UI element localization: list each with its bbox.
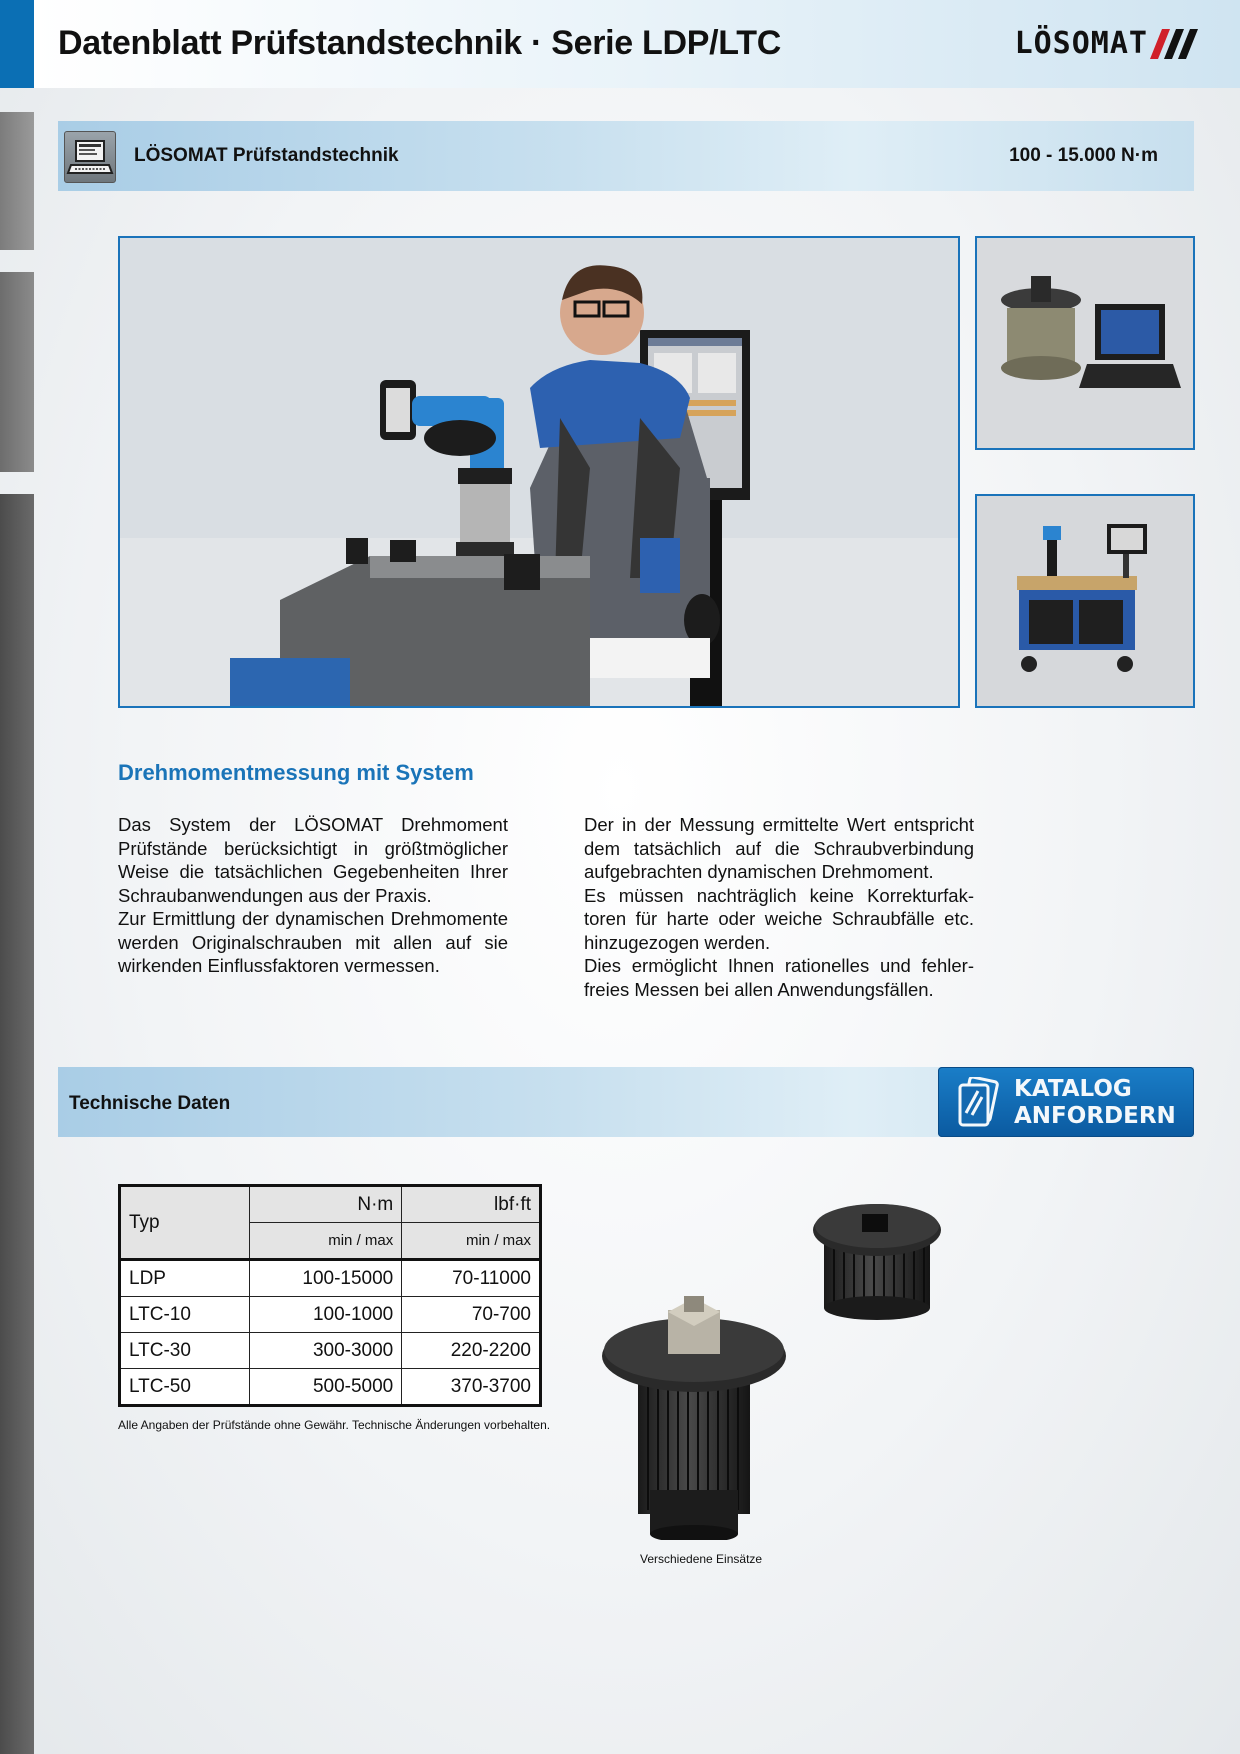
section-title: LÖSOMAT Prüfstandstechnik	[134, 145, 399, 166]
thumbnail-mobile-cart	[975, 494, 1195, 708]
catalog-button-label: KATALOG ANFORDERN	[1014, 1076, 1176, 1129]
article-column-right	[584, 813, 974, 1001]
cell-lbf: 70-700	[402, 1297, 541, 1333]
article-paragraph: Dies ermöglicht Ihnen rationelles und fehlerfreies Messen bei allen Anwendungsfällen.	[584, 955, 974, 1000]
page-header	[34, 0, 1240, 88]
request-catalog-button[interactable]	[938, 1067, 1194, 1137]
brand-logo	[1015, 26, 1206, 61]
cell-type: LTC-10	[120, 1297, 250, 1333]
col-header-lbf: lbf·ft	[402, 1186, 541, 1223]
cell-type: LTC-30	[120, 1333, 250, 1369]
subheader-nm: min / max	[250, 1223, 402, 1260]
logo-text: LÖSOMAT	[1014, 26, 1148, 61]
cell-lbf: 220-2200	[402, 1333, 541, 1369]
tech-data-title: Technische Daten	[69, 1093, 231, 1114]
logo-slashes-icon	[1150, 29, 1206, 59]
specs-table	[118, 1184, 542, 1407]
inserts-photo	[590, 1190, 970, 1540]
col-header-type: Typ	[120, 1186, 250, 1260]
spine-tab-2	[0, 272, 34, 472]
page-title: Datenblatt Prüfstandstechnik · Serie LDP/LTC	[58, 24, 781, 62]
cell-nm: 500-5000	[250, 1369, 402, 1406]
article-paragraph: Der in der Messung ermittelte Wert entspricht dem tatsächlich auf die Schraubverbindung aufgebrachten dynamischen Drehmoment.	[584, 814, 974, 882]
laptop-icon	[64, 131, 116, 183]
cell-nm: 100-1000	[250, 1297, 402, 1333]
subheader-lbf: min / max	[402, 1223, 541, 1260]
article-paragraph: Das System der LÖSOMAT Drehmoment Prüfstände berücksichtigt in größtmöglicher Weise die tatsächlichen Gegebenheiten Ihrer Schraubanwendungen aus der Praxis.	[118, 814, 508, 906]
cell-type: LDP	[120, 1260, 250, 1297]
section-band	[58, 121, 1194, 191]
thumbnail-test-stand-laptop	[975, 236, 1195, 450]
main-photo	[118, 236, 960, 708]
cell-lbf: 370-3700	[402, 1369, 541, 1406]
cell-nm: 300-3000	[250, 1333, 402, 1369]
article-column-left	[118, 813, 508, 978]
article-heading: Drehmomentmessung mit System	[118, 760, 474, 785]
torque-range: 100 - 15.000 N·m	[1009, 145, 1158, 166]
spine-tab-1	[0, 112, 34, 250]
cell-nm: 100-15000	[250, 1260, 402, 1297]
disclaimer: Alle Angaben der Prüfstände ohne Gewähr. Technische Änderungen vorbehalten.	[118, 1418, 551, 1432]
table-row	[120, 1333, 541, 1369]
cell-type: LTC-50	[120, 1369, 250, 1406]
catalog-icon	[956, 1077, 1000, 1129]
inserts-caption: Verschiedene Einsätze	[640, 1552, 763, 1566]
table-row	[120, 1260, 541, 1297]
article-paragraph: Zur Ermittlung der dynamischen Drehmomente werden Originalschrauben mit allen auf sie wirkenden Einflussfaktoren vermessen.	[118, 908, 508, 976]
table-row	[120, 1369, 541, 1406]
spine-accent	[0, 0, 34, 88]
spine-tab-3	[0, 494, 34, 1754]
cell-lbf: 70-11000	[402, 1260, 541, 1297]
col-header-nm: N·m	[250, 1186, 402, 1223]
article-paragraph: Es müssen nachträglich keine Korrekturfaktoren für harte oder weiche Schraubfälle etc. hinzugezogen werden.	[584, 884, 974, 953]
table-row	[120, 1297, 541, 1333]
